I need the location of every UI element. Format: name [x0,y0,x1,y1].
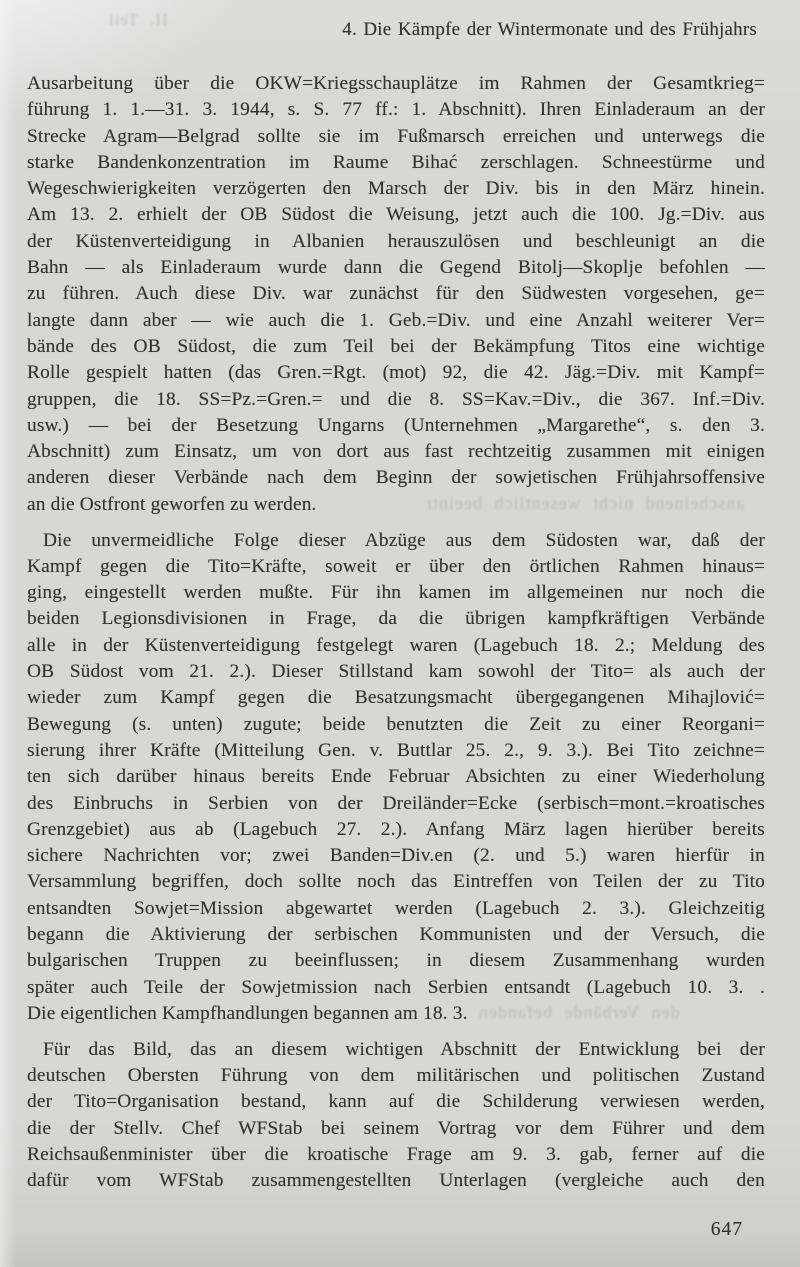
paragraph [27,528,765,1028]
text-line: ging, eingestellt werden mußte. Für ihn kamen im allgemeinen nur noch die [27,582,765,604]
text-line: bände des OB Südost, die zum Teil bei der Bekämpfung Titos eine wichtige [27,335,765,357]
bleedthrough-text: anscheinend nicht wesentlich beeintr [425,493,745,513]
text-line: ten sich darüber hinaus bereits Ende Februar Absichten zu einer Wiederholung [27,766,765,788]
text-line: Strecke Agram—Belgrad sollte sie im Fußmarsch erreichen und unterwegs die [27,125,765,147]
text-line: Bewegung (s. unten) zugute; beide benutzten die Zeit zu einer Reorgani= [27,713,765,735]
text-line: bulgarischen Truppen zu beeinflussen; in diesem Zusammenhang wurden [27,950,765,972]
text-line: Grenzgebiet) aus ab (Lagebuch 27. 2.). Anfang März lagen hierüber bereits [27,818,765,840]
text-line: sierung ihrer Kräfte (Mitteilung Gen. v. Buttlar 25. 2., 9. 3.). Bei Tito zeichne= [27,739,765,761]
text-line: Versammlung begriffen, doch sollte noch das Eintreffen von Teilen der zu Tito [27,871,765,893]
text-line: usw.) — bei der Besetzung Ungarns (Unternehmen „Margarethe“, s. den 3. [27,414,765,436]
text-line: gruppen, die 18. SS=Pz.=Gren.= und die 8. SS=Kav.=Div., die 367. Inf.=Div. [27,388,765,410]
chapter-header: 4. Die Kämpfe der Wintermonate und des Frühjahrs [342,19,757,40]
text-line: begann die Aktivierung der serbischen Kommunisten und der Versuch, die [27,924,765,945]
text-line: sichere Nachrichten vor; zwei Banden=Div.en (2. und 5.) waren hierfür in [27,845,765,867]
text-line: starke Bandenkonzentration im Raume Bihać zerschlagen. Schneestürme und [27,151,765,173]
text-line: OB Südost vom 21. 2.). Dieser Stillstand kam sowohl der Tito= als auch der [27,661,765,683]
text-line: beiden Legionsdivisionen in Frage, da die übrigen kampfkräftigen Verbände [27,608,765,630]
page-number: 647 [710,1219,743,1240]
text-line: wieder zum Kampf gegen die Besatzungsmacht übergegangenen Mihajlović= [27,687,765,709]
text-line: Die eigentlichen Kampfhandlungen begannen am 18. 3. [27,1002,468,1024]
paragraph [27,1037,765,1195]
text-line: Rolle gespielt hatten (das Gren.=Rgt. (mot) 92, die 42. Jäg.=Div. mit Kampf= [27,362,765,384]
text-line: Am 13. 2. erhielt der OB Südost die Weisung, jetzt auch die 100. Jg.=Div. aus [27,204,765,226]
paragraph [27,71,765,518]
text-line: später auch Teile der Sowjetmission nach Serbien entsandt (Lagebuch 10. 3. . [27,976,765,998]
text-line: an die Ostfront geworfen zu werden. [27,493,317,515]
text-line: Wegeschwierigkeiten verzögerten den Marsch der Div. bis in den März hinein. [27,178,765,200]
text-line: des Einbruchs in Serbien von der Dreiländer=Ecke (serbisch=mont.=kroatisches [27,792,765,814]
text-line: dafür vom WFStab zusammengestellten Unterlagen (vergleiche auch den [27,1170,765,1192]
text-line: Abschnitt) zum Einsatz, um von dort aus fast rechtzeitig zusammen mit einigen [27,441,765,463]
text-line: die der Stellv. Chef WFStab bei seinem Vortrag vor dem Führer und dem [27,1117,765,1139]
text-line: langte dann aber — wie auch die 1. Geb.=Div. und eine Anzahl weiterer Ver= [27,309,765,331]
text-line: Bahn — als Einladeraum wurde dann die Gegend Bitolj—Skoplje befohlen — [27,257,765,279]
text-line: Reichsaußenminister über die kroatische Frage am 9. 3. gab, ferner auf die [27,1143,765,1165]
bleedthrough-text: den Verbände befanden [478,1002,680,1022]
text-line: anderen dieser Verbände nach dem Beginn der sowjetischen Frühjahrsoffensive [27,467,765,489]
text-line: führung 1. 1.—31. 3. 1944, s. S. 77 ff.: 1. Abschnitt). Ihren Einladeraum an der [27,99,765,121]
text-line: Die unvermeidliche Folge dieser Abzüge aus dem Südosten war, daß der [43,529,765,551]
text-line: zu führen. Auch diese Div. war zunächst für den Südwesten vorgesehen, ge= [27,283,765,305]
text-line: Für das Bild, das an diesem wichtigen Abschnitt der Entwicklung bei der [43,1038,765,1060]
text-line: der Küstenverteidigung in Albanien herauszulösen und beschleunigt an die [27,230,765,252]
text-line: Ausarbeitung über die OKW=Kriegsschauplätze im Rahmen der Gesamtkrieg= [27,73,765,94]
text-line: entsandten Sowjet=Mission abgewartet werden (Lagebuch 2. 3.). Gleichzeitig [27,897,765,919]
text-line: der Tito=Organisation bestand, kann auf die Schilderung verwiesen werden, [27,1091,765,1113]
text-line: alle in der Küstenverteidigung festgelegt waren (Lagebuch 18. 2.; Meldung des [27,634,765,656]
body-text [27,71,765,1194]
text-line: Kampf gegen die Tito=Kräfte, soweit er über den örtlichen Rahmen hinaus= [27,555,765,577]
text-line: deutschen Obersten Führung von dem militärischen und politischen Zustand [27,1064,765,1086]
bleedthrough-text: II. Teil [108,10,168,29]
